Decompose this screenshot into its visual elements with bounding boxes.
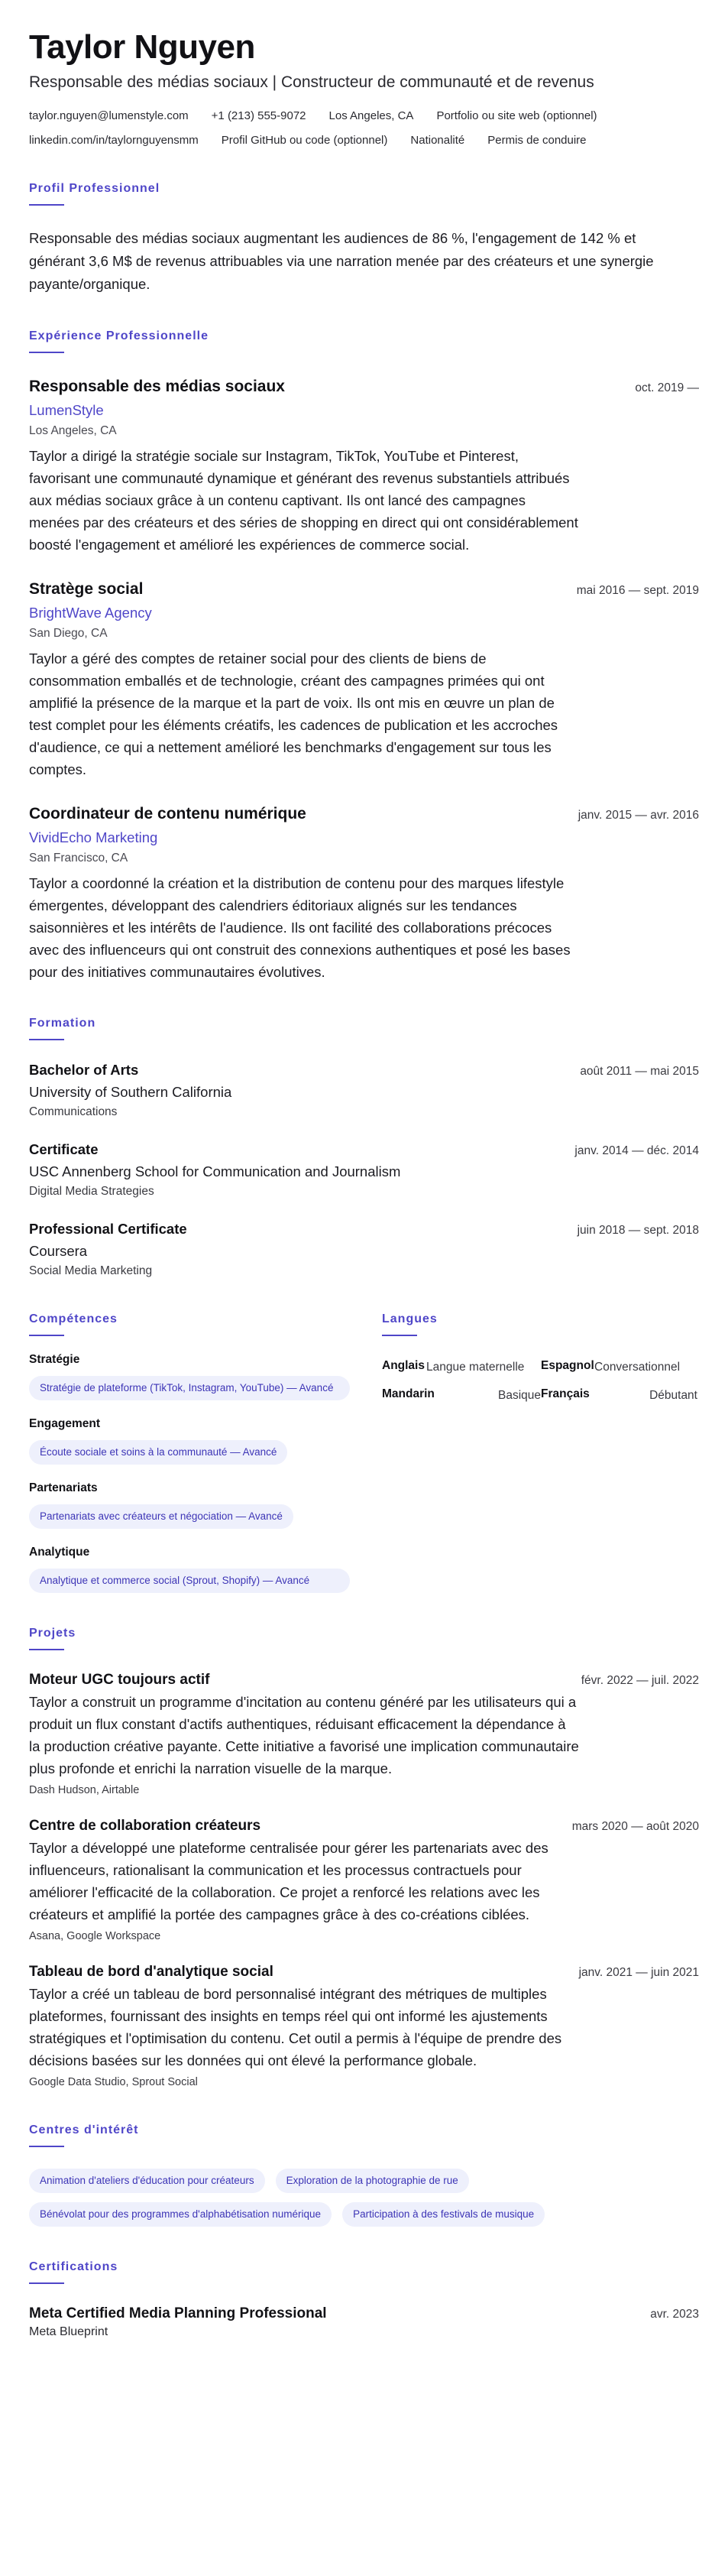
interest-pill: Exploration de la photographie de rue [276, 2169, 469, 2193]
skills-section [29, 1312, 351, 1593]
section-title: Formation [29, 1017, 96, 1030]
section-title: Certifications [29, 2260, 118, 2273]
section-divider [29, 1649, 64, 1650]
section-divider [382, 1335, 417, 1336]
project-name: Tableau de bord d'analytique social [29, 1964, 273, 1980]
job-location: Los Angeles, CA [29, 424, 117, 437]
language-name: Français [541, 1387, 590, 1400]
section-title: Profil Professionnel [29, 182, 160, 195]
certification-issuer: Meta Blueprint [29, 2325, 108, 2338]
certification-name: Meta Certified Media Planning Professional [29, 2305, 327, 2321]
experience-item [29, 378, 699, 556]
job-description: Taylor a dirigé la stratégie sociale sur Instagram, TikTok, YouTube et Pinterest, favorisant une communauté dynamique et générant des revenus substantiels attribués aux médias sociaux grâce à un contenu captivant. Ils ont lancé des campagnes menées par des créateurs et des séries de shopping en direct qui ont considérablement boosté l'engagement et amélioré les expériences de commerce social. [29, 448, 578, 553]
project-dates: mars 2020 — août 2020 [571, 1820, 699, 1833]
project-dates: févr. 2022 — juil. 2022 [581, 1674, 699, 1687]
candidate-name: Taylor Nguyen [29, 28, 255, 66]
section-title: Langues [382, 1312, 438, 1325]
profile-section [29, 182, 699, 296]
education-dates: août 2011 — mai 2015 [580, 1065, 699, 1078]
languages-section [382, 1312, 697, 1593]
education-dates: juin 2018 — sept. 2018 [577, 1224, 699, 1237]
skill-category: Stratégie [29, 1353, 80, 1366]
job-description: Taylor a coordonné la création et la distribution de contenu pour des marques lifestyle émergentes, développant des calendriers éditoriaux alignés sur les tendances saisonnières et les intérêts de l'audience. Ils ont facilité des collaborations précoces avec des influenceurs qui ont construit des connexions authentiques et posé les bases pour des initiatives communautaires évolutives. [29, 875, 571, 980]
contact-list [29, 109, 701, 148]
experience-item [29, 805, 699, 983]
school-name: University of Southern California [29, 1084, 232, 1100]
section-divider [29, 1039, 64, 1040]
project-item [29, 1818, 699, 1944]
experience-section [29, 329, 699, 983]
section-divider [29, 2282, 64, 2284]
language-name: Mandarin [382, 1387, 435, 1400]
interests-list [29, 2169, 678, 2227]
language-name: Espagnol [541, 1359, 594, 1372]
interests-section [29, 2123, 699, 2227]
degree: Professional Certificate [29, 1221, 187, 1237]
section-title: Centres d'intérêt [29, 2123, 139, 2136]
company-name: BrightWave Agency [29, 605, 152, 621]
job-title: Coordinateur de contenu numérique [29, 805, 306, 822]
project-item [29, 1964, 699, 2090]
job-dates: mai 2016 — sept. 2019 [576, 584, 699, 597]
skill-group [29, 1481, 351, 1529]
job-dates: oct. 2019 — [635, 381, 699, 394]
skill-pill: Écoute sociale et soins à la communauté — Avancé [29, 1440, 287, 1465]
interest-pill: Participation à des festivals de musique [342, 2202, 545, 2227]
project-description: Taylor a créé un tableau de bord personnalisé intégrant des métriques de multiples plateformes, fournissant des insights en temps réel qui ont informé les ajustements stratégiques et l'optimisation du contenu. Cet outil a permis à l'équipe de prendre des décisions basées sur les données qui ont élevé la performance globale. [29, 1986, 562, 2068]
candidate-headline: Responsable des médias sociaux | Constructeur de communauté et de revenus [29, 73, 594, 91]
contact-phone[interactable]: +1 (213) 555-9072 [211, 109, 306, 122]
contact-github[interactable]: Profil GitHub ou code (optionnel) [221, 134, 388, 147]
section-divider [29, 352, 64, 353]
skill-group [29, 1546, 351, 1593]
school-name: USC Annenberg School for Communication and Journalism [29, 1163, 401, 1179]
resume-header [29, 28, 699, 148]
project-tools: Dash Hudson, Airtable [29, 1784, 140, 1796]
job-title: Responsable des médias sociaux [29, 378, 285, 395]
contact-driving-license: Permis de conduire [487, 134, 587, 147]
section-divider [29, 2146, 64, 2147]
certifications-section [29, 2260, 699, 2339]
language-level: Conversationnel [594, 1361, 681, 1374]
skills-languages-row [29, 1312, 699, 1593]
certification-date: avr. 2023 [650, 2308, 699, 2321]
project-description: Taylor a développé une plateforme centralisée pour gérer les partenariats avec des influenceurs, rationalisant la communication et les processus contractuels pour améliorer l'efficacité de la collaboration. Ce projet a renforcé les relations avec les créateurs et amplifié la portée des campagnes grâce à des co-créations ciblées. [29, 1840, 548, 1922]
section-title: Compétences [29, 1312, 118, 1325]
section-title: Projets [29, 1627, 76, 1640]
degree: Bachelor of Arts [29, 1062, 139, 1078]
section-divider [29, 1335, 64, 1336]
skill-pill: Analytique et commerce social (Sprout, Shopify) — Avancé [29, 1569, 350, 1593]
interest-pill: Animation d'ateliers d'éducation pour créateurs [29, 2169, 265, 2193]
job-location: San Francisco, CA [29, 852, 128, 865]
experience-item [29, 580, 699, 780]
education-dates: janv. 2014 — déc. 2014 [574, 1144, 699, 1157]
certification-item [29, 2305, 699, 2339]
project-item [29, 1672, 699, 1798]
contact-location: Los Angeles, CA [328, 109, 414, 122]
project-dates: janv. 2021 — juin 2021 [578, 1966, 699, 1979]
section-divider [29, 204, 64, 206]
field-of-study: Communications [29, 1105, 118, 1118]
field-of-study: Social Media Marketing [29, 1264, 153, 1277]
skill-pill: Partenariats avec créateurs et négociation — Avancé [29, 1504, 293, 1529]
skill-group [29, 1353, 351, 1400]
contact-linkedin[interactable]: linkedin.com/in/taylornguyensmm [29, 134, 199, 147]
languages-list [382, 1359, 697, 1403]
job-location: San Diego, CA [29, 627, 108, 640]
school-name: Coursera [29, 1243, 88, 1259]
field-of-study: Digital Media Strategies [29, 1185, 154, 1198]
profile-summary: Responsable des médias sociaux augmentant les audiences de 86 %, l'engagement de 142 % et générant 3,6 M$ de revenus attribuables via une narration menée par des créateurs et une synergie payante/organique. [29, 230, 654, 292]
company-name: VividEcho Marketing [29, 829, 158, 845]
education-item [29, 1221, 699, 1279]
language-level: Débutant [649, 1389, 697, 1402]
skill-group [29, 1417, 351, 1465]
contact-nationality: Nationalité [410, 134, 465, 147]
contact-portfolio[interactable]: Portfolio ou site web (optionnel) [436, 109, 597, 122]
job-description: Taylor a géré des comptes de retainer social pour des clients de biens de consommation emballés et de technologie, créant des campagnes primées qui ont amplifié la présence de la marque et la part de voix. Ils ont mis en œuvre un plan de test complet pour les éléments créatifs, les cadences de publication et les accroches d'audience, ce qui a nettement amélioré les benchmarks d'engagement sur tous les comptes. [29, 650, 558, 777]
skill-category: Analytique [29, 1546, 90, 1559]
contact-email[interactable]: taylor.nguyen@lumenstyle.com [29, 109, 189, 122]
language-name: Anglais [382, 1359, 425, 1372]
project-description: Taylor a construit un programme d'incitation au contenu généré par les utilisateurs qui a produit un flux constant d'actifs authentiques, réduisant efficacement la dépendance à la production créative payante. Cette initiative a favorisé une implication communautaire plus profonde et enrichi la narration visuelle de la marque. [29, 1694, 579, 1776]
skill-category: Partenariats [29, 1481, 98, 1494]
skill-category: Engagement [29, 1417, 101, 1430]
project-name: Centre de collaboration créateurs [29, 1818, 261, 1834]
education-item [29, 1062, 699, 1120]
project-name: Moteur UGC toujours actif [29, 1672, 210, 1688]
job-dates: janv. 2015 — avr. 2016 [578, 809, 699, 822]
interest-pill: Bénévolat pour des programmes d'alphabétisation numérique [29, 2202, 332, 2227]
language-level: Basique [497, 1389, 541, 1402]
projects-section [29, 1627, 699, 2090]
project-tools: Asana, Google Workspace [29, 1930, 161, 1942]
section-title: Expérience Professionnelle [29, 329, 209, 342]
skill-pill: Stratégie de plateforme (TikTok, Instagram, YouTube) — Avancé [29, 1376, 350, 1400]
language-level: Langue maternelle [426, 1361, 525, 1374]
education-item [29, 1141, 699, 1199]
project-tools: Google Data Studio, Sprout Social [29, 2076, 198, 2088]
job-title: Stratège social [29, 580, 144, 598]
degree: Certificate [29, 1141, 99, 1157]
company-name: LumenStyle [29, 402, 104, 418]
education-section [29, 1017, 699, 1279]
